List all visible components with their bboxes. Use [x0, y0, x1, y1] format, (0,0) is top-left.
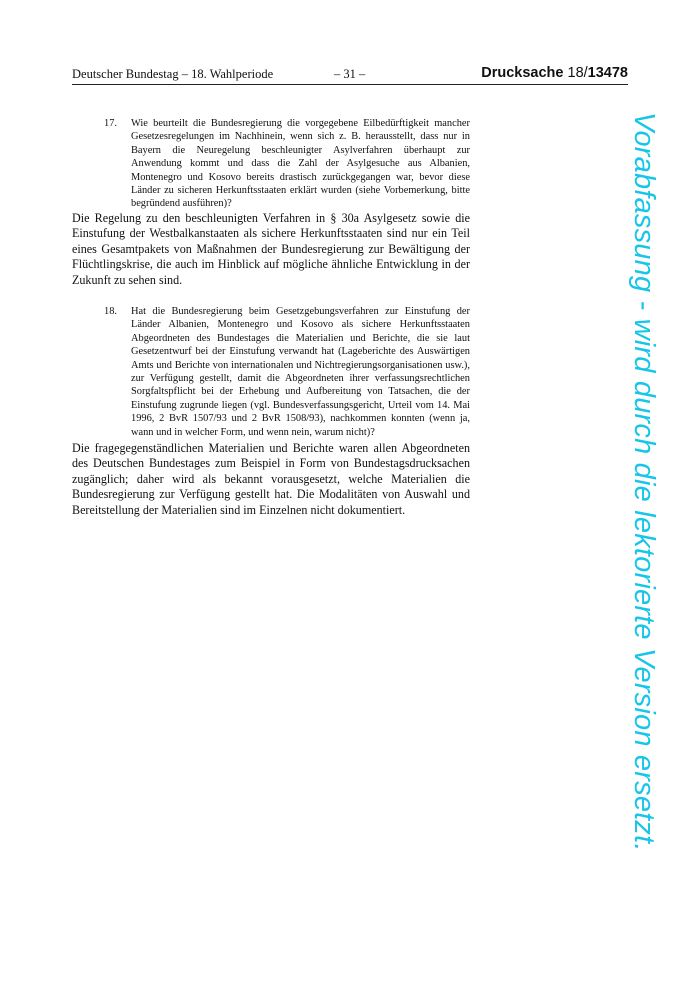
question-number: 17.: [104, 118, 117, 129]
header-parliament-period: Deutscher Bundestag – 18. Wahlperiode: [72, 67, 274, 81]
draft-watermark: Vorabfassung - wird durch die lektorierte Version ersetzt.: [628, 112, 660, 852]
page-number: – 31 –: [334, 67, 366, 81]
document-period: 18/: [567, 65, 588, 81]
document-id: 13478: [587, 65, 628, 81]
document-number: [481, 65, 628, 81]
answer-18: Die fragegegenständlichen Materialien und Berichte waren allen Abgeordneten des Deutschen Bundestages zum Beispiel in Form von Bundestagsdrucksachen zugänglich; daher wird als bekannt vorausgesetzt, welche Materialien die Bundesregierung zur Verfügung gestellt hat. Die Modalitäten von Auswahl und Bereitstellung der Materialien sind im Einzelnen nicht dokumentiert.: [72, 441, 470, 517]
question-17: [104, 117, 470, 211]
question-18: [104, 305, 470, 439]
question-number: 18.: [104, 306, 117, 317]
page-header: [72, 66, 628, 85]
question-text: Wie beurteilt die Bundesregierung die vorgegebene Eilbedürftigkeit mancher Gesetzesregelungen im Nachhinein, wenn sich z. B. herausstellt, dass nur in Bayern die Neuregelung beschleunigter Asylverfahren überhaupt zur Anwendung kommt und dass die Zahl der Asylgesuche aus Albanien, Montenegro und Kosovo bereits drastisch zurückgegangen war, bevor diese Länder zu sicheren Herkunftsstaaten erklärt wurden (siehe Vorbemerkung, bitte begründend ausführen)?: [131, 118, 470, 210]
question-text: Hat die Bundesregierung beim Gesetzgebungsverfahren zur Einstufung der Länder Albanien, Montenegro und Kosovo als sichere Herkunftsstaaten Abgeordneten des Bundestages die Materialien und Berichte, die sie laut Gesetzentwurf bei der Einstufung verwandt hat (Lageberichte des Auswärtigen Amts und Berichte von internationalen und Nichtregierungsorganisationen usw.), zur Verfügung gestellt, damit die Abgeordneten ihrer verfassungsrechtlichen Sorgfaltspflicht bei der Erhebung und Aufbereitung von Tatsachen, die der Einstufung zugrunde liegen (vgl. Bundesverfassungsgericht, Urteil vom 14. Mai 1996, 2 BvR 1507/93 und 2 BvR 1508/93), nachkommen konnten (wenn ja, wann und in welcher Form, und wenn nein, warum nicht)?: [131, 306, 470, 438]
document-label: Drucksache: [481, 65, 564, 81]
answer-17: Die Regelung zu den beschleunigten Verfahren in § 30a Asylgesetz sowie die Einstufung der Westbalkanstaaten als sichere Herkunftsstaaten sind nur ein Teil eines Gesamtpakets von Maßnahmen der Bundesregierung zur Bewältigung der Flüchtlingskrise, die auch im Hinblick auf mögliche ähnliche Entwicklung in der Zukunft zu sehen sind.: [72, 211, 470, 287]
